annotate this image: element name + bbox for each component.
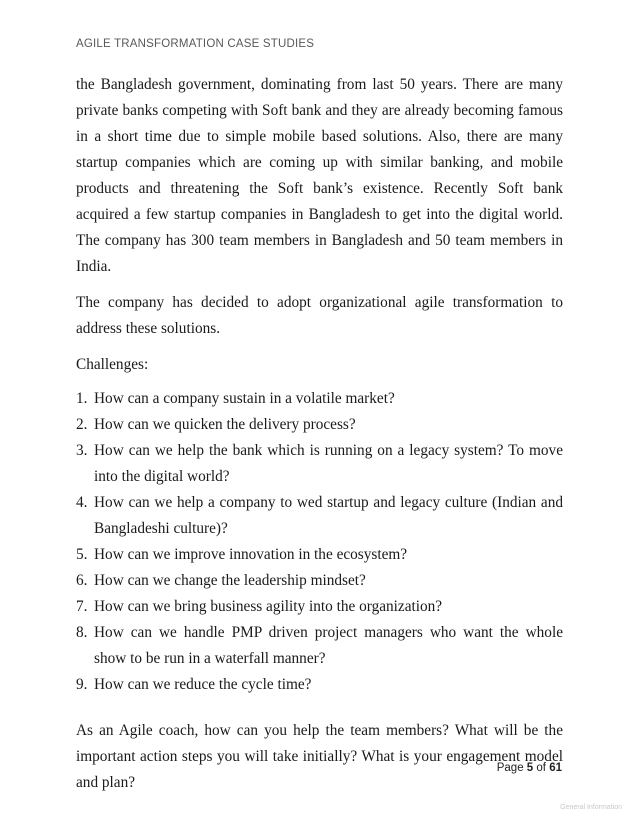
current-page: 5 (526, 762, 534, 774)
decision-paragraph: The company has decided to adopt organizational agile transformation to address these solutions. (76, 294, 563, 337)
list-item-text: How can we change the leadership mindset? (94, 572, 366, 589)
list-item (76, 412, 563, 438)
running-header: AGILE TRANSFORMATION CASE STUDIES (76, 38, 315, 50)
list-item (76, 594, 563, 620)
page-number (497, 762, 562, 774)
list-item (76, 542, 563, 568)
closing-paragraph: As an Agile coach, how can you help the team members? What will be the important action steps you will take initially? What is your engagement model and plan? (76, 722, 563, 791)
list-item (76, 620, 563, 672)
list-number: 8. (76, 624, 88, 641)
list-item-text: How can we help the bank which is running on a legacy system? To move into the digital world? (94, 442, 563, 485)
list-item-text: How can we handle PMP driven project managers who want the whole show to be run in a waterfall manner? (94, 624, 563, 667)
list-item (76, 490, 563, 542)
list-item-text: How can a company sustain in a volatile market? (94, 390, 395, 407)
page-word: Page (496, 762, 524, 774)
list-number: 2. (76, 416, 88, 433)
list-item-text: How can we reduce the cycle time? (94, 676, 312, 693)
list-item-text: How can we bring business agility into the organization? (94, 598, 443, 615)
list-item (76, 386, 563, 412)
list-number: 4. (76, 494, 88, 511)
list-number: 7. (76, 598, 88, 615)
challenges-list (76, 386, 563, 698)
list-item (76, 438, 563, 490)
total-pages: 61 (549, 762, 562, 774)
list-number: 6. (76, 572, 88, 589)
intro-paragraph: the Bangladesh government, dominating from last 50 years. There are many private banks competing with Soft bank and they are already becoming famous in a short time due to simple mobile based solutions. Also, there are many startup companies which are coming up with similar banking, and mobile products and threatening the Soft bank’s existence. Recently Soft bank acquired a few startup companies in Bangladesh to get into the digital world. The company has 300 team members in Bangladesh and 50 team members in India. (76, 76, 563, 275)
challenges-heading: Challenges: (76, 356, 149, 373)
list-item-text: How can we help a company to wed startup and legacy culture (Indian and Bangladeshi culture)? (94, 494, 563, 537)
list-number: 9. (76, 676, 88, 693)
list-number: 1. (76, 390, 88, 407)
of-word: of (536, 762, 546, 774)
list-number: 5. (76, 546, 88, 563)
list-number: 3. (76, 442, 88, 459)
classification-label: General Information (560, 804, 622, 811)
list-item (76, 672, 563, 698)
list-item-text: How can we quicken the delivery process? (94, 416, 356, 433)
list-item-text: How can we improve innovation in the ecosystem? (94, 546, 408, 563)
page-body (76, 72, 563, 796)
list-item (76, 568, 563, 594)
